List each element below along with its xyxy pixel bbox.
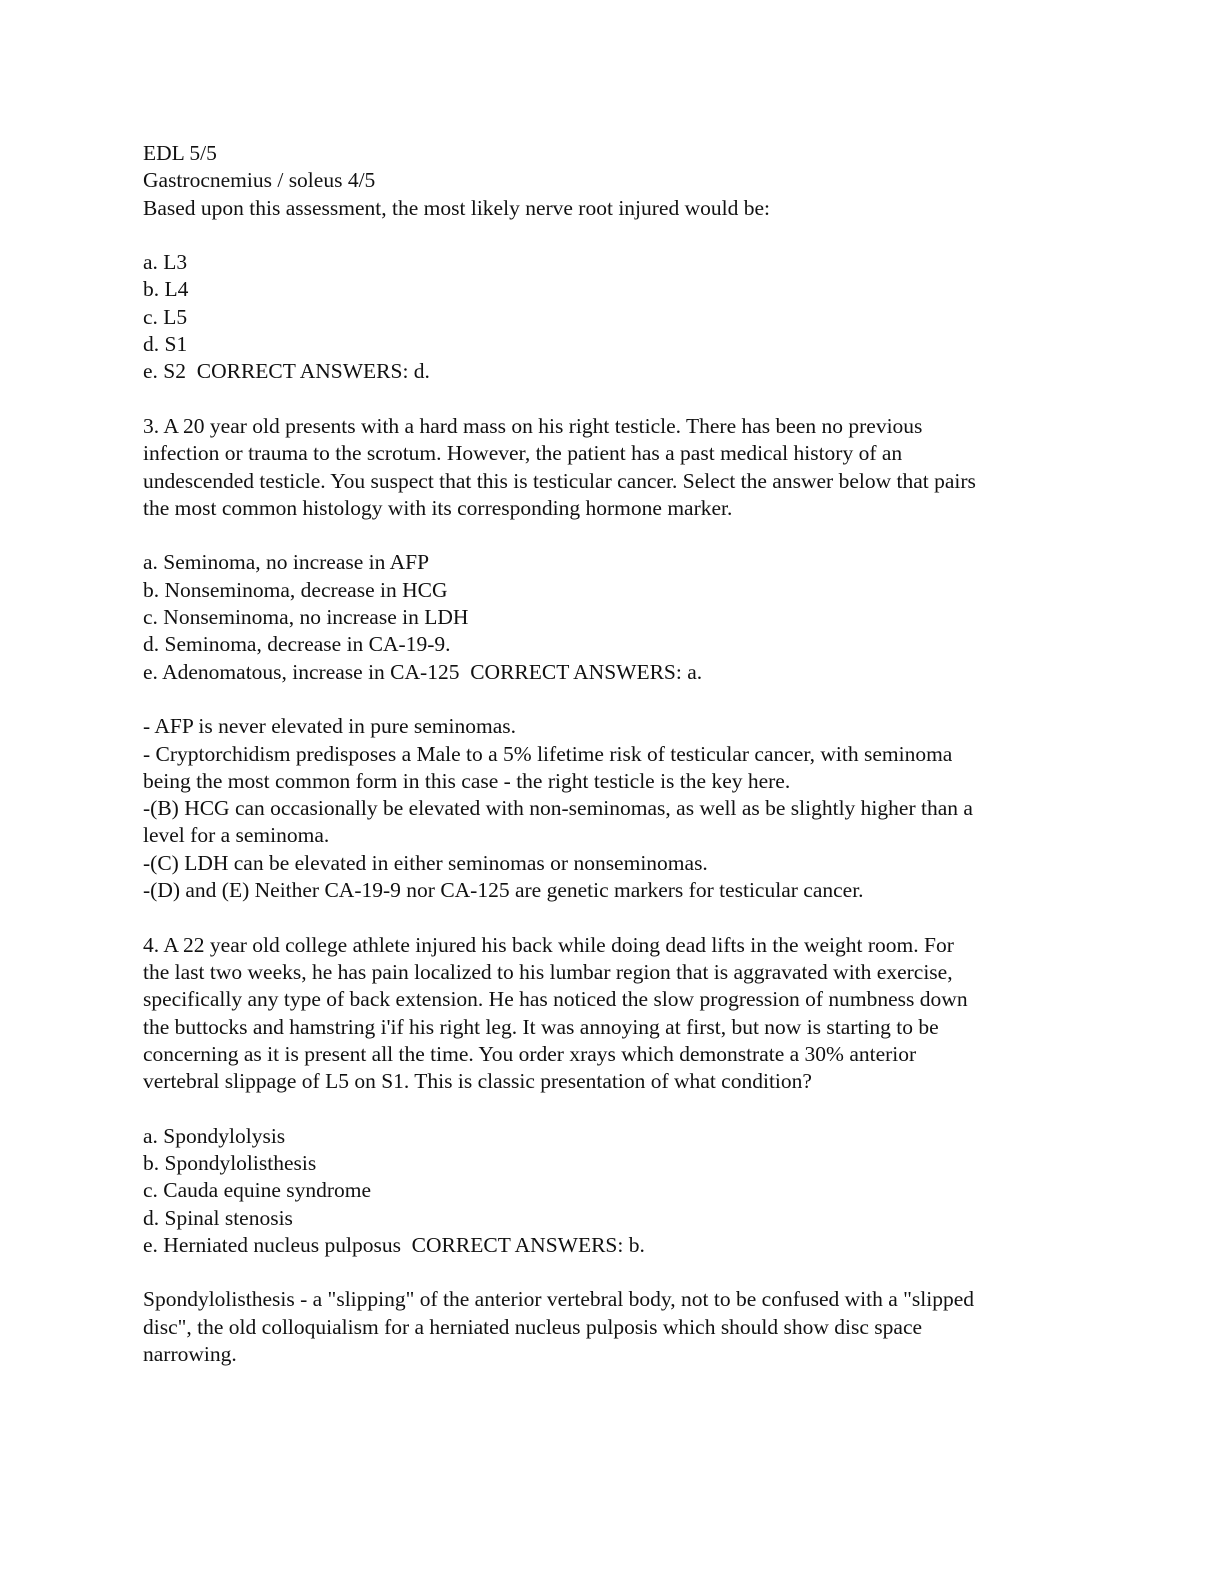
q3-explanation-line: level for a seminoma. <box>143 823 330 848</box>
spacer <box>143 1259 1083 1286</box>
q3-explanation-line: - AFP is never elevated in pure seminomas. <box>143 714 516 739</box>
spacer <box>143 686 1083 713</box>
q3-explanation-line: being the most common form in this case - the right testicle is the key here. <box>143 768 791 793</box>
q4-stem-line: specifically any type of back extension. He has noticed the slow progression of numbness down <box>143 987 968 1012</box>
spacer <box>143 386 1083 413</box>
q2-option-d: d. S1 <box>143 332 188 357</box>
q3-stem-line: infection or trauma to the scrotum. However, the patient has a past medical history of an <box>143 441 903 466</box>
q4-stem-line: concerning as it is present all the time. You order xrays which demonstrate a 30% anterior <box>143 1041 917 1066</box>
q2-option-b: b. L4 <box>143 277 189 302</box>
q3-option-a: a. Seminoma, no increase in AFP <box>143 550 430 575</box>
q2-option-a: a. L3 <box>143 250 188 275</box>
q3-explanation-line: -(D) and (E) Neither CA-19-9 nor CA-125 are genetic markers for testicular cancer. <box>143 878 864 903</box>
q3-stem-line: undescended testicle. You suspect that this is testicular cancer. Select the answer below that pairs <box>143 468 976 493</box>
spacer <box>143 222 1083 249</box>
q3-option-d: d. Seminoma, decrease in CA-19-9. <box>143 632 451 657</box>
q3-explanation-line: -(C) LDH can be elevated in either seminomas or nonseminomas. <box>143 850 708 875</box>
q4-option-c: c. Cauda equine syndrome <box>143 1178 372 1203</box>
q4-explanation-line: disc", the old colloquialism for a herniated nucleus pulposis which should show disc space <box>143 1314 923 1339</box>
spacer <box>143 522 1083 549</box>
spacer <box>143 1095 1083 1122</box>
question-2-continued <box>143 140 1083 386</box>
q4-explanation-line: Spondylolisthesis - a "slipping" of the anterior vertebral body, not to be confused with a "slipped <box>143 1287 975 1312</box>
q3-explanation-line: - Cryptorchidism predisposes a Male to a 5% lifetime risk of testicular cancer, with seminoma <box>143 741 953 766</box>
q3-stem-line: 3. A 20 year old presents with a hard mass on his right testicle. There has been no previous <box>143 413 923 438</box>
q2-line: Gastrocnemius / soleus 4/5 <box>143 168 376 193</box>
q3-option-c: c. Nonseminoma, no increase in LDH <box>143 605 469 630</box>
q4-stem-line: the last two weeks, he has pain localized to his lumbar region that is aggravated with exercise, <box>143 959 953 984</box>
q2-option-c: c. L5 <box>143 304 188 329</box>
q4-stem-line: the buttocks and hamstring i'if his right leg. It was annoying at first, but now is starting to be <box>143 1014 939 1039</box>
q3-explanation-line: -(B) HCG can occasionally be elevated with non-seminomas, as well as be slightly higher than a <box>143 796 973 821</box>
spacer <box>143 904 1083 931</box>
question-3 <box>143 413 1083 904</box>
document-page <box>143 140 1083 1368</box>
q2-line: EDL 5/5 <box>143 141 217 165</box>
q4-stem-line: vertebral slippage of L5 on S1. This is classic presentation of what condition? <box>143 1069 812 1094</box>
q4-option-a: a. Spondylolysis <box>143 1123 286 1148</box>
q3-stem-line: the most common histology with its corresponding hormone marker. <box>143 495 733 520</box>
q4-option-b: b. Spondylolisthesis <box>143 1150 317 1175</box>
q3-option-e-answer: e. Adenomatous, increase in CA-125 CORRECT ANSWERS: a. <box>143 659 703 684</box>
q4-stem-line: 4. A 22 year old college athlete injured his back while doing dead lifts in the weight room. For <box>143 932 954 957</box>
q2-prompt: Based upon this assessment, the most likely nerve root injured would be: <box>143 195 770 220</box>
q3-option-b: b. Nonseminoma, decrease in HCG <box>143 577 448 602</box>
q4-explanation-line: narrowing. <box>143 1342 237 1367</box>
question-4 <box>143 932 1083 1369</box>
q4-option-e-answer: e. Herniated nucleus pulposus CORRECT ANSWERS: b. <box>143 1232 645 1257</box>
q4-option-d: d. Spinal stenosis <box>143 1205 293 1230</box>
q2-option-e-answer: e. S2 CORRECT ANSWERS: d. <box>143 359 430 384</box>
